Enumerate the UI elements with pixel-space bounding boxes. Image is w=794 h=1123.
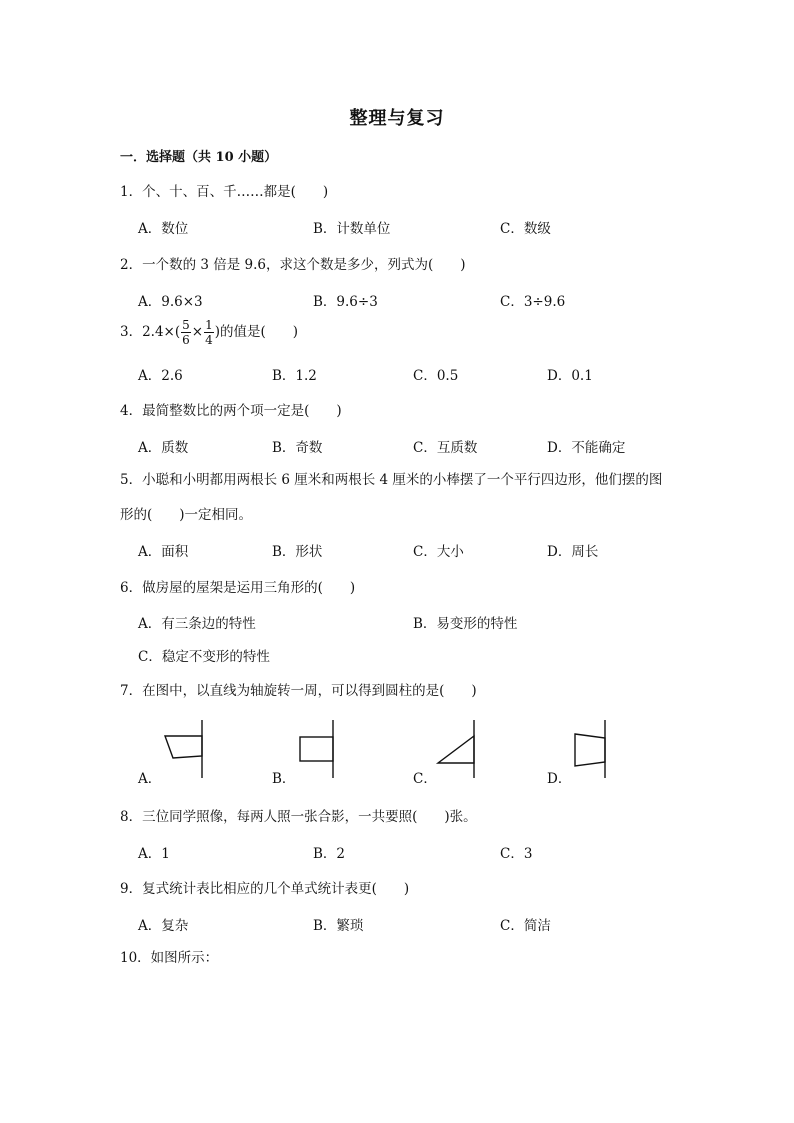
trapezoid-shape xyxy=(575,734,605,766)
q9-option-c[interactable]: C．简洁 xyxy=(500,918,551,934)
q1-option-b[interactable]: B．计数单位 xyxy=(313,221,391,237)
q5-option-c[interactable]: C．大小 xyxy=(413,544,464,560)
question-8: 8．三位同学照像，每两人照一张合影，一共要照( )张。 xyxy=(120,809,477,825)
fraction-one-quarter xyxy=(204,318,214,347)
q3-times: × xyxy=(191,324,204,340)
q2-option-b[interactable]: B．9.6÷3 xyxy=(313,294,378,310)
question-7: 7．在图中，以直线为轴旋转一周，可以得到圆柱的是( ) xyxy=(120,683,477,699)
q5-option-a[interactable]: A．面积 xyxy=(138,544,189,560)
question-1: 1．个、十、百、千……都是( ) xyxy=(120,184,329,200)
figure-b-rectangle xyxy=(295,718,345,780)
q6-option-a[interactable]: A．有三条边的特性 xyxy=(138,616,256,632)
q8-option-b[interactable]: B．2 xyxy=(313,846,346,862)
figure-a-trapezoid xyxy=(160,718,210,780)
q2-option-c[interactable]: C．3÷9.6 xyxy=(500,294,566,310)
q5-option-b[interactable]: B．形状 xyxy=(272,544,323,560)
page-title: 整理与复习 xyxy=(349,108,445,129)
q3-option-d[interactable]: D．0.1 xyxy=(547,368,593,384)
fraction-denominator: 6 xyxy=(182,333,190,347)
fraction-five-sixths xyxy=(181,318,191,347)
question-3 xyxy=(120,318,298,347)
fraction-denominator: 4 xyxy=(205,333,213,347)
q4-option-a[interactable]: A．质数 xyxy=(138,440,189,456)
q1-option-a[interactable]: A．数位 xyxy=(138,221,189,237)
q4-option-b[interactable]: B．奇数 xyxy=(272,440,323,456)
q7-option-c[interactable]: C． xyxy=(413,771,437,787)
q1-option-c[interactable]: C．数级 xyxy=(500,221,551,237)
q5-option-d[interactable]: D．周长 xyxy=(547,544,599,560)
question-5-line-1: 5．小聪和小明都用两根长 6 厘米和两根长 4 厘米的小棒摆了一个平行四边形，他们摆的图 xyxy=(120,472,663,488)
figure-d-trapezoid xyxy=(567,718,617,780)
fraction-numerator: 1 xyxy=(205,318,213,332)
q3-option-c[interactable]: C．0.5 xyxy=(413,368,459,384)
q4-option-c[interactable]: C．互质数 xyxy=(413,440,478,456)
q3-suffix: )的值是( ) xyxy=(214,324,299,340)
fraction-numerator: 5 xyxy=(182,318,190,332)
q3-prefix: 3．2.4×( xyxy=(120,324,181,340)
section-heading: 一．选择题（共 10 小题） xyxy=(120,150,278,165)
q7-option-a[interactable]: A． xyxy=(138,771,162,787)
q8-option-a[interactable]: A．1 xyxy=(138,846,170,862)
question-10: 10．如图所示： xyxy=(120,950,219,966)
triangle-shape xyxy=(438,736,474,763)
trapezoid-shape xyxy=(165,736,202,758)
q9-option-a[interactable]: A．复杂 xyxy=(138,918,189,934)
q7-option-b[interactable]: B． xyxy=(272,771,296,787)
figure-c-triangle xyxy=(432,718,482,780)
q6-option-b[interactable]: B．易变形的特性 xyxy=(413,616,518,632)
q9-option-b[interactable]: B．繁琐 xyxy=(313,918,364,934)
q8-option-c[interactable]: C．3 xyxy=(500,846,533,862)
q2-option-a[interactable]: A．9.6×3 xyxy=(138,294,203,310)
question-5-line-2: 形的( )一定相同。 xyxy=(120,507,253,523)
q3-option-b[interactable]: B．1.2 xyxy=(272,368,317,384)
question-2: 2．一个数的 3 倍是 9.6，求这个数是多少，列式为( ) xyxy=(120,257,466,273)
q6-option-c[interactable]: C．稳定不变形的特性 xyxy=(138,649,270,665)
question-4: 4．最简整数比的两个项一定是( ) xyxy=(120,403,342,419)
q7-option-d[interactable]: D． xyxy=(547,771,572,787)
rectangle-shape xyxy=(300,737,333,761)
question-9: 9．复式统计表比相应的几个单式统计表更( ) xyxy=(120,881,410,897)
question-6: 6．做房屋的屋架是运用三角形的( ) xyxy=(120,580,356,596)
q4-option-d[interactable]: D．不能确定 xyxy=(547,440,626,456)
q3-option-a[interactable]: A．2.6 xyxy=(138,368,183,384)
